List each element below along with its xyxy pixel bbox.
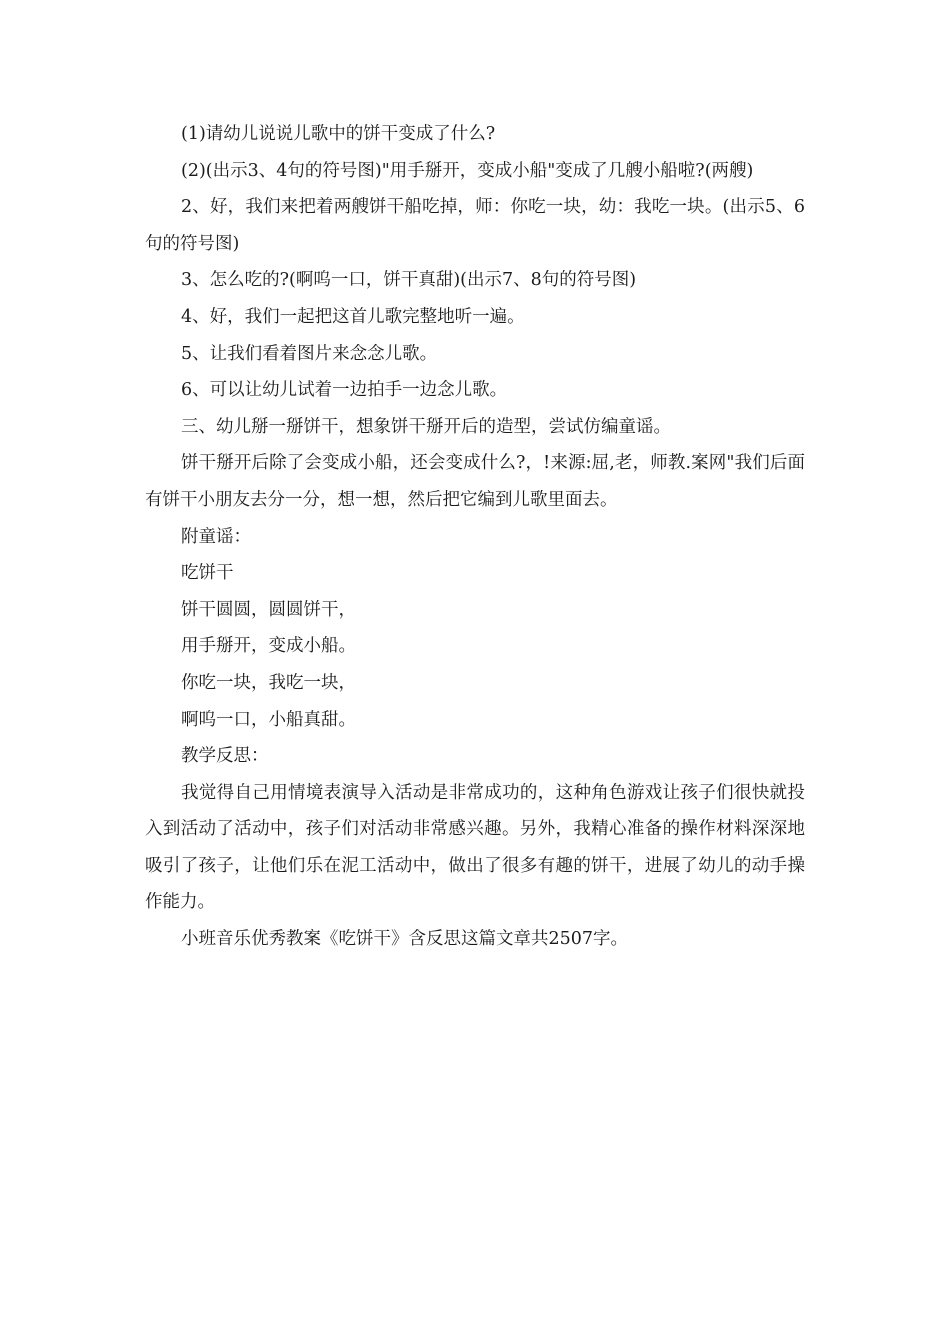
reflection-body: 我觉得自己用情境表演导入活动是非常成功的，这种角色游戏让孩子们很快就投入到活动了活动中，孩子们对活动非常感兴趣。另外，我精心准备的操作材料深深地吸引了孩子，让他们乐在泥工活动中，做出了很多有趣的饼干，进展了幼儿的动手操作能力。 xyxy=(145,782,805,913)
paragraph-appendix-heading: 附童谣： xyxy=(181,526,251,547)
paragraph-question-1: (1)请幼儿说说儿歌中的饼干变成了什么? xyxy=(181,124,496,144)
document-body xyxy=(145,116,805,958)
paragraph-step-5: 5、让我们看着图片来念念儿歌。 xyxy=(181,343,438,364)
poem-title: 吃饼干 xyxy=(181,563,234,584)
paragraph-step-3: 3、怎么吃的?(啊呜一口，饼干真甜)(出示7、8句的符号图) xyxy=(181,270,637,291)
poem-line-4: 啊呜一口，小船真甜。 xyxy=(181,709,356,730)
poem-line-2: 用手掰开，变成小船。 xyxy=(181,636,356,657)
paragraph-question-2: (2)(出示3、4句的符号图)"用手掰开，变成小船"变成了几艘小船啦?(两艘) xyxy=(181,160,754,181)
paragraph-step-4: 4、好，我们一起把这首儿歌完整地听一遍。 xyxy=(181,306,525,327)
paragraph-imagine: 饼干掰开后除了会变成小船，还会变成什么?，!来源:屈,老，师教.案网"我们后面有饼干小朋友去分一分，想一想，然后把它编到儿歌里面去。 xyxy=(145,453,805,510)
article-summary: 小班音乐优秀教案《吃饼干》含反思这篇文章共2507字。 xyxy=(181,929,629,950)
paragraph-section-3: 三、幼儿掰一掰饼干，想象饼干掰开后的造型，尝试仿编童谣。 xyxy=(181,416,671,437)
paragraph-step-2: 2、好，我们来把着两艘饼干船吃掉，师：你吃一块，幼：我吃一块。(出示5、6句的符号图) xyxy=(145,197,805,254)
paragraph-step-6: 6、可以让幼儿试着一边拍手一边念儿歌。 xyxy=(181,380,508,401)
poem-line-1: 饼干圆圆，圆圆饼干， xyxy=(181,599,356,620)
reflection-heading: 教学反思： xyxy=(181,746,269,767)
poem-line-3: 你吃一块，我吃一块， xyxy=(181,672,356,693)
